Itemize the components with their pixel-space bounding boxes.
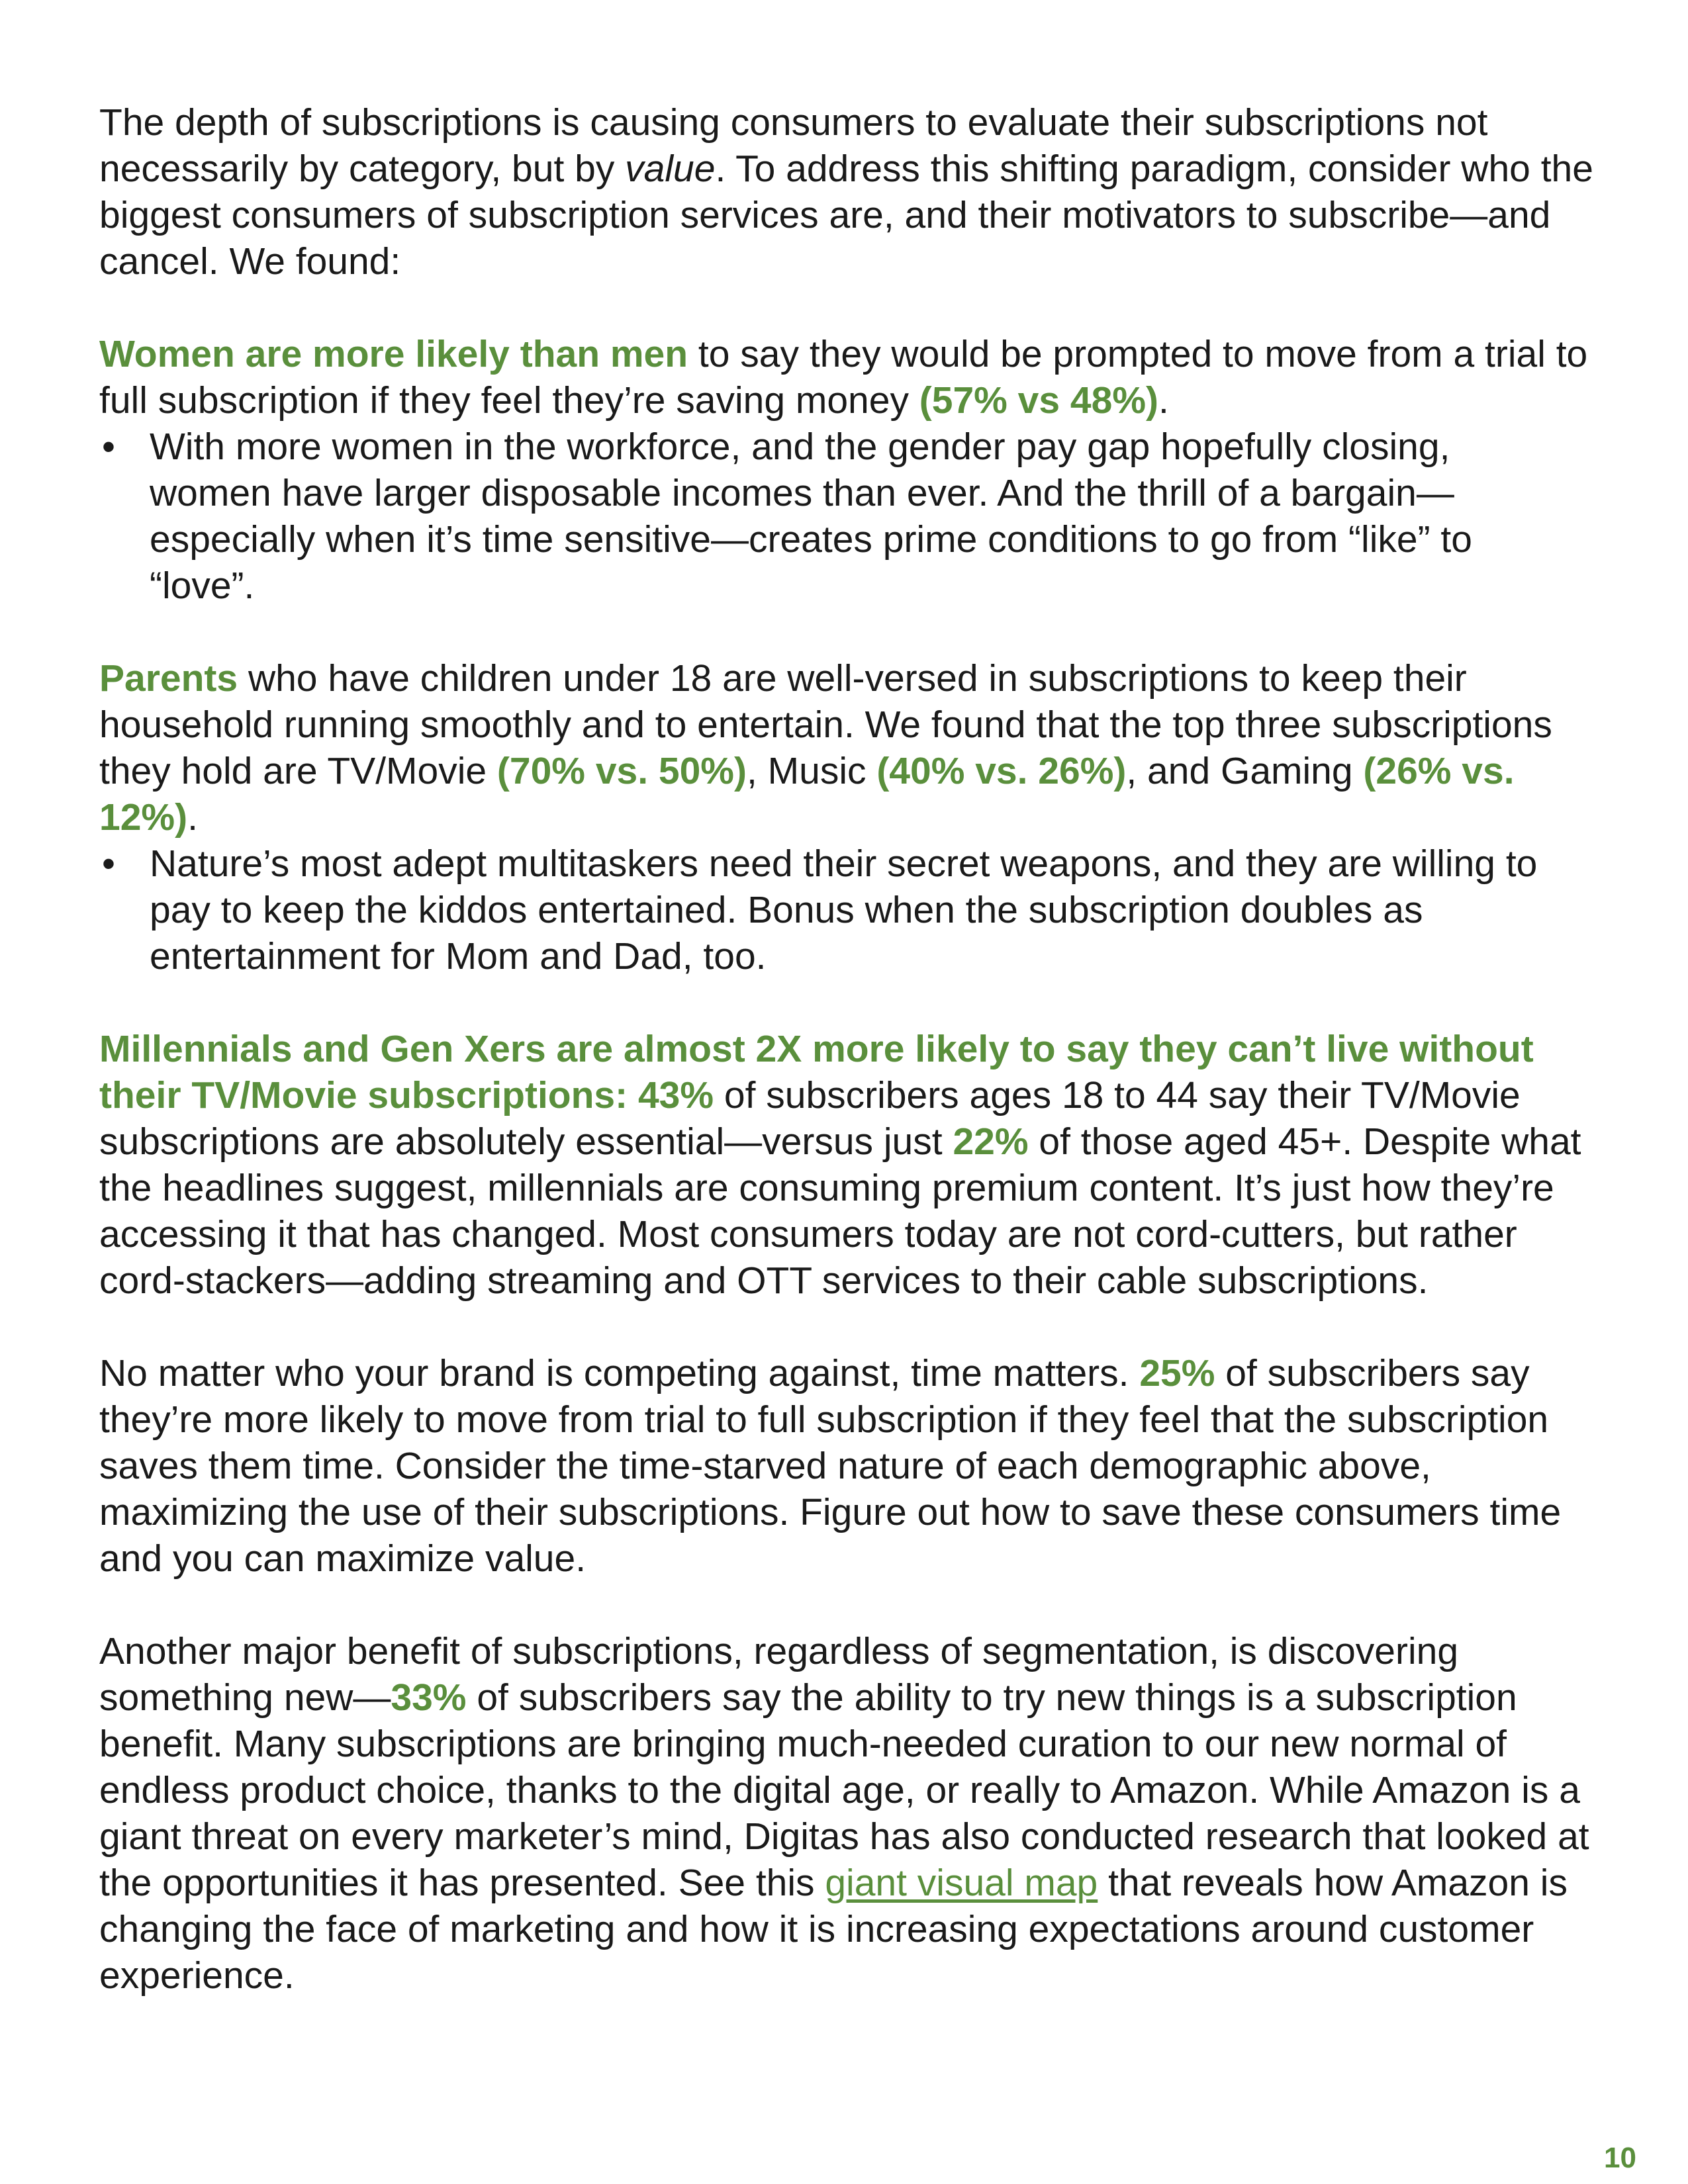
giant-visual-map-link[interactable]: giant visual map: [825, 1862, 1098, 1904]
women-highlight: Women are more likely than men: [99, 333, 688, 375]
bullet-dot: •: [102, 426, 115, 468]
intro-text-end: . To address this shifting paradigm, consider who the biggest consumers of subscription services are, and their motivators to subscribe—and cancel. We found:: [99, 148, 1593, 283]
parents-text-2: , Music: [746, 750, 877, 792]
intro-text: The depth of subscriptions is causing consumers to evaluate their subscriptions not necessarily by category, but by: [99, 101, 1488, 190]
parents-bullet-list: [99, 841, 1595, 979]
millennials-paragraph: [99, 1026, 1595, 1304]
time-paragraph: [99, 1350, 1595, 1582]
intro-emphasis: value: [625, 148, 716, 190]
millennials-text-2: of those aged 45+. Despite what the headlines suggest, millennials are consuming premium content. It’s just how they’re accessing it that has changed. Most consumers today are not cord-cutters, but rather cord-stackers—adding streaming and OTT services to their cable subscriptions.: [99, 1120, 1581, 1302]
parents-highlight: Parents: [99, 657, 238, 700]
parents-text-3: , and Gaming: [1126, 750, 1364, 792]
millennials-stat: 22%: [953, 1120, 1029, 1163]
parents-text-1: who have children under 18 are well-versed in subscriptions to keep their household running smoothly and to entertain. We found that the top three subscriptions they hold are TV/Movie: [99, 657, 1552, 792]
millennials-highlight: Millennials and Gen Xers are almost 2X more likely to say they can’t live without their TV/Movie subscriptions: 43%: [99, 1028, 1534, 1116]
document-page: [99, 99, 1595, 2045]
parents-paragraph: [99, 655, 1595, 841]
bullet-dot: •: [102, 842, 115, 885]
parents-bullet-item: [99, 841, 1595, 979]
discovery-text-1: Another major benefit of subscriptions, regardless of segmentation, is discovering something new—: [99, 1630, 1459, 1719]
discovery-paragraph: [99, 1628, 1595, 1999]
parents-stat-tv: (70% vs. 50%): [496, 750, 747, 792]
women-text: to say they would be prompted to move from a trial to full subscription if they feel they’re saving money: [99, 333, 1588, 422]
millennials-text-1: of subscribers ages 18 to 44 say their TV/Movie subscriptions are absolutely essential—versus just: [99, 1074, 1521, 1163]
women-paragraph: [99, 331, 1595, 424]
women-bullet-list: [99, 424, 1595, 609]
time-stat: 25%: [1139, 1352, 1215, 1394]
discovery-text-2: of subscribers say the ability to try new things is a subscription benefit. Many subscriptions are bringing much-needed curation to our new normal of endless product choice, thanks to the digital age, or really to Amazon. While Amazon is a giant threat on every marketer’s mind, Digitas has also conducted research that looked at the opportunities it has presented. See this: [99, 1676, 1589, 1904]
parents-end: .: [187, 796, 198, 839]
parents-stat-music: (40% vs. 26%): [876, 750, 1127, 792]
women-bullet-text: With more women in the workforce, and the gender pay gap hopefully closing, women have larger disposable incomes than ever. And the thrill of a bargain—especially when it’s time sensitive—creates prime conditions to go from “like” to “love”.: [150, 426, 1472, 607]
discovery-stat: 33%: [391, 1676, 467, 1719]
parents-stat-gaming: (26% vs. 12%): [99, 750, 1515, 839]
page-number: 10: [1604, 2142, 1636, 2174]
parents-bullet-text: Nature’s most adept multitaskers need their secret weapons, and they are willing to pay to keep the kiddos entertained. Bonus when the subscription doubles as entertainment for Mom and Dad, too.: [150, 842, 1538, 978]
intro-paragraph: [99, 99, 1595, 285]
time-text-2: of subscribers say they’re more likely to move from trial to full subscription if they feel that the subscription saves them time. Consider the time-starved nature of each demographic above, maximizing the use of their subscriptions. Figure out how to save these consumers time and you can maximize value.: [99, 1352, 1562, 1580]
women-bullet-item: [99, 424, 1595, 609]
time-text-1: No matter who your brand is competing against, time matters.: [99, 1352, 1140, 1394]
discovery-text-3: that reveals how Amazon is changing the face of marketing and how it is increasing expectations around customer experience.: [99, 1862, 1568, 1997]
women-stat: (57% vs 48%): [919, 379, 1158, 422]
women-end: .: [1158, 379, 1169, 422]
